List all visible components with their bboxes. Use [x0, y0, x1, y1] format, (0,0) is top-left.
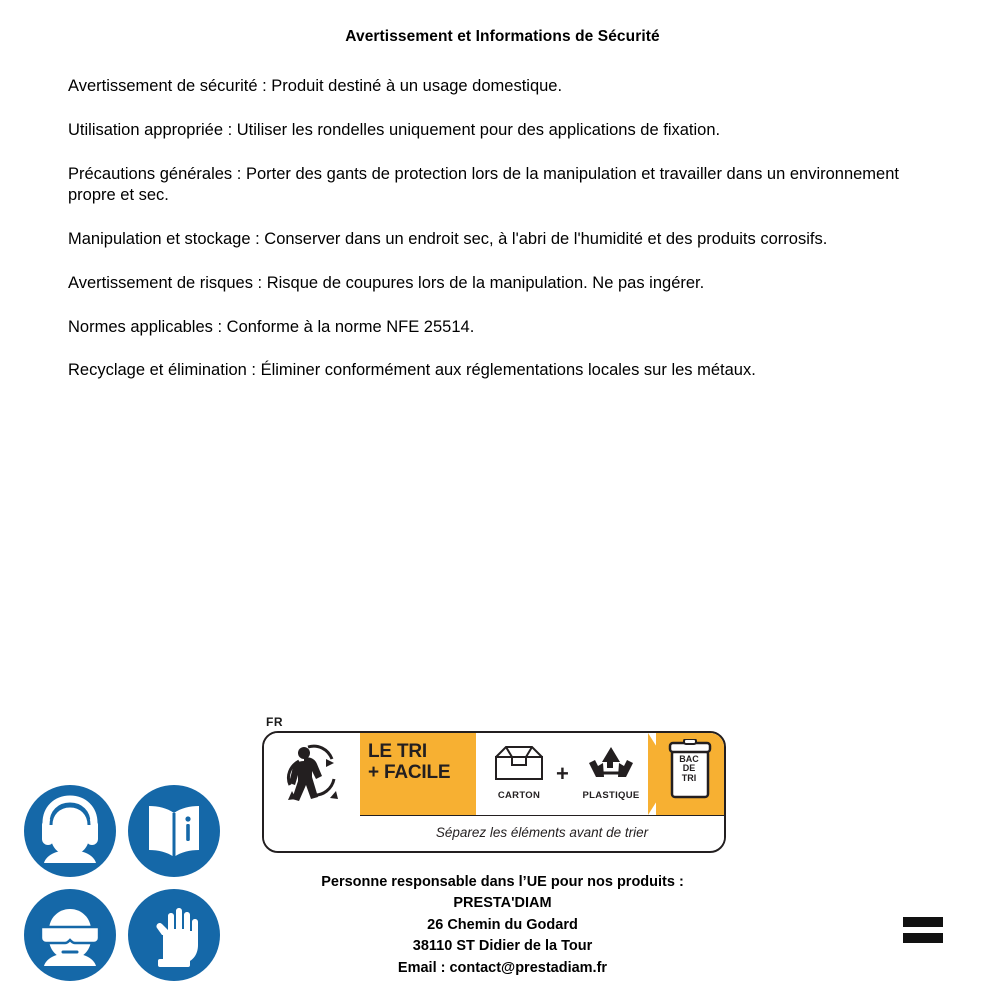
triman-bin-label	[669, 755, 709, 783]
triman-recycling-label	[262, 715, 724, 850]
triman-bin-line2: DE	[682, 763, 696, 774]
triman-slogan-line1: LE TRI	[368, 741, 427, 762]
responsible-intro-prefix: Personne responsable dans l’	[321, 874, 527, 890]
paragraph-proper-use: Utilisation appropriée : Utiliser les rondelles uniquement pour des applications de fixation.	[68, 120, 721, 139]
ear-protection-icon	[24, 785, 116, 877]
paragraph-applicable-standards: Normes applicables : Conforme à la norme NFE 25514.	[68, 317, 475, 336]
triman-slogan	[368, 741, 476, 784]
triman-item-carton	[482, 739, 556, 801]
ce-mark-icon	[795, 881, 943, 977]
safety-information-text	[68, 76, 928, 404]
triman-footer-text: Séparez les éléments avant de trier	[435, 825, 649, 840]
paragraph-recycling-disposal: Recyclage et élimination : Éliminer conformément aux réglementations locales sur les métaux.	[68, 361, 756, 380]
responsible-email: Email : contact@prestadiam.fr	[397, 959, 608, 976]
triman-bin-line1: BAC	[679, 754, 699, 764]
triman-box	[262, 731, 726, 853]
responsible-intro-strong: UE	[526, 874, 547, 890]
triman-country-tag: FR	[266, 715, 283, 729]
paragraph-handling-storage: Manipulation et stockage : Conserver dans un endroit sec, à l'abri de l'humidité et des produits corrosifs.	[68, 230, 828, 249]
responsible-intro-suffix: pour nos produits :	[546, 874, 684, 890]
paragraph-safety-warning: Avertissement de sécurité : Produit destiné à un usage domestique.	[68, 77, 563, 95]
triman-bin-icon	[660, 739, 718, 814]
page-title: Avertissement et Informations de Sécurité	[345, 28, 660, 45]
triman-plastique-label: PLASTIQUE	[582, 790, 640, 801]
triman-footer-strip	[360, 815, 724, 850]
paragraph-general-precautions: Précautions générales : Porter des gants de protection lors de la manipulation et travailler dans un environnement propre et sec.	[68, 164, 899, 205]
triman-item-plastique	[574, 739, 648, 801]
triman-symbol-icon	[264, 733, 360, 851]
responsible-company: PRESTA'DIAM	[453, 895, 552, 912]
triman-slogan-line2: + FACILE	[368, 762, 451, 784]
responsible-address-2: 38110 ST Didier de la Tour	[412, 938, 593, 955]
triman-bin-line3: TRI	[681, 772, 697, 783]
carton-box-icon	[482, 739, 556, 785]
read-instructions-icon	[128, 785, 220, 877]
responsible-address-1: 26 Chemin du Godard	[427, 916, 578, 933]
triman-carton-label: CARTON	[497, 790, 541, 801]
triman-plus-sign: +	[556, 761, 569, 786]
recycle-loop-icon	[574, 739, 648, 785]
paragraph-risk-warning: Avertissement de risques : Risque de coupures lors de la manipulation. Ne pas ingérer.	[68, 273, 705, 292]
